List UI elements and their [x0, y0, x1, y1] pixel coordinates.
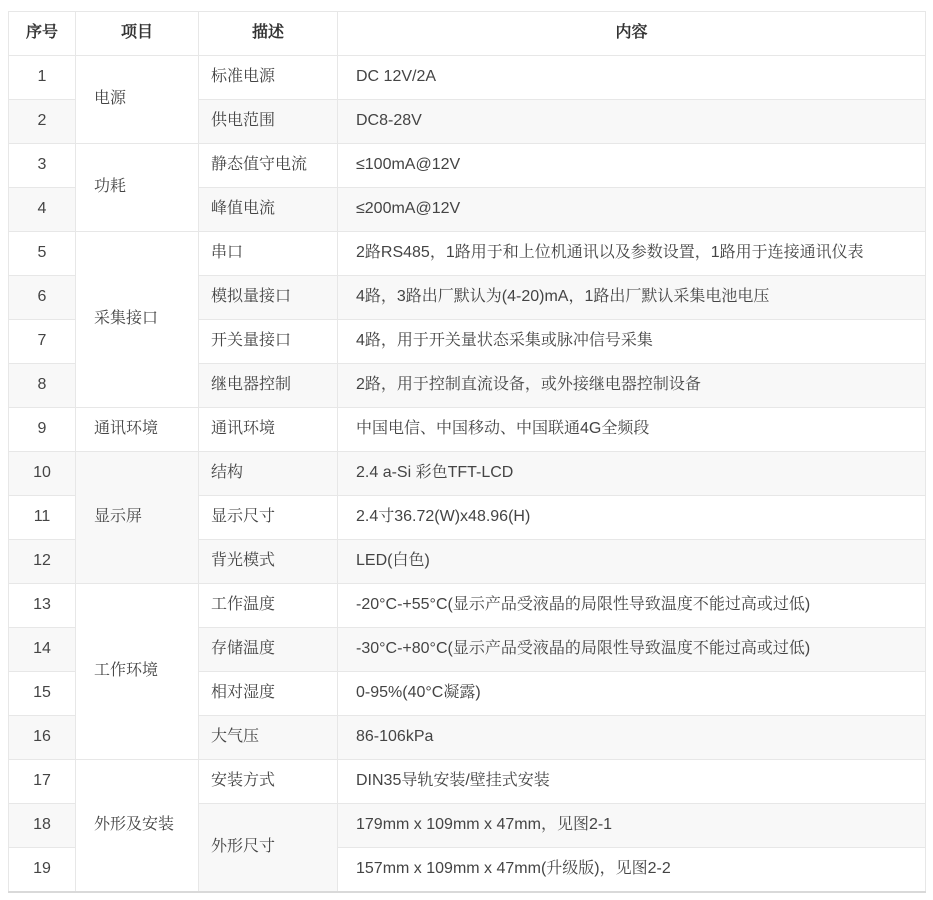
desc-cell: 通讯环境	[199, 408, 338, 452]
serial-cell: 7	[9, 320, 76, 364]
serial-cell: 6	[9, 276, 76, 320]
content-cell: 2路，用于控制直流设备，或外接继电器控制设备	[338, 364, 926, 408]
content-cell: ≤200mA@12V	[338, 188, 926, 232]
serial-cell: 14	[9, 628, 76, 672]
col-header-no: 序号	[9, 12, 76, 56]
table-row	[9, 760, 926, 804]
table-row	[9, 232, 926, 276]
item-cell: 工作环境	[76, 584, 199, 760]
content-cell: 2.4 a-Si 彩色TFT-LCD	[338, 452, 926, 496]
serial-cell: 3	[9, 144, 76, 188]
spec-table	[8, 11, 926, 893]
content-cell: 157mm x 109mm x 47mm(升级版)，见图2-2	[338, 848, 926, 892]
serial-cell: 19	[9, 848, 76, 892]
content-cell: 4路，3路出厂默认为(4-20)mA，1路出厂默认采集电池电压	[338, 276, 926, 320]
content-cell: 2.4寸36.72(W)x48.96(H)	[338, 496, 926, 540]
content-cell: DC 12V/2A	[338, 56, 926, 100]
col-header-content: 内容	[338, 12, 926, 56]
table-row	[9, 144, 926, 188]
desc-cell: 存储温度	[199, 628, 338, 672]
desc-cell: 供电范围	[199, 100, 338, 144]
serial-cell: 5	[9, 232, 76, 276]
desc-cell: 工作温度	[199, 584, 338, 628]
content-cell: 4路，用于开关量状态采集或脉冲信号采集	[338, 320, 926, 364]
content-cell: 2路RS485，1路用于和上位机通讯以及参数设置，1路用于连接通讯仪表	[338, 232, 926, 276]
desc-cell: 标准电源	[199, 56, 338, 100]
serial-cell: 18	[9, 804, 76, 848]
desc-cell: 继电器控制	[199, 364, 338, 408]
desc-cell: 背光模式	[199, 540, 338, 584]
desc-cell: 显示尺寸	[199, 496, 338, 540]
desc-cell: 结构	[199, 452, 338, 496]
content-cell: -30°C-+80°C(显示产品受液晶的局限性导致温度不能过高或过低)	[338, 628, 926, 672]
serial-cell: 9	[9, 408, 76, 452]
desc-cell: 大气压	[199, 716, 338, 760]
content-cell: 中国电信、中国移动、中国联通4G全频段	[338, 408, 926, 452]
item-cell: 电源	[76, 56, 199, 144]
content-cell: 0-95%(40°C凝露)	[338, 672, 926, 716]
table-row	[9, 408, 926, 452]
table-row	[9, 452, 926, 496]
table-row	[9, 56, 926, 100]
serial-cell: 2	[9, 100, 76, 144]
content-cell: 179mm x 109mm x 47mm，见图2-1	[338, 804, 926, 848]
item-cell: 通讯环境	[76, 408, 199, 452]
item-cell: 功耗	[76, 144, 199, 232]
desc-cell: 安装方式	[199, 760, 338, 804]
serial-cell: 17	[9, 760, 76, 804]
content-cell: DC8-28V	[338, 100, 926, 144]
desc-cell: 相对湿度	[199, 672, 338, 716]
col-header-desc: 描述	[199, 12, 338, 56]
serial-cell: 4	[9, 188, 76, 232]
desc-cell: 峰值电流	[199, 188, 338, 232]
content-cell: -20°C-+55°C(显示产品受液晶的局限性导致温度不能过高或过低)	[338, 584, 926, 628]
desc-cell: 串口	[199, 232, 338, 276]
desc-cell: 外形尺寸	[199, 804, 338, 892]
serial-cell: 15	[9, 672, 76, 716]
serial-cell: 11	[9, 496, 76, 540]
serial-cell: 1	[9, 56, 76, 100]
serial-cell: 16	[9, 716, 76, 760]
item-cell: 外形及安装	[76, 760, 199, 892]
content-cell: DIN35导轨安装/壁挂式安装	[338, 760, 926, 804]
desc-cell: 模拟量接口	[199, 276, 338, 320]
item-cell: 显示屏	[76, 452, 199, 584]
serial-cell: 10	[9, 452, 76, 496]
desc-cell: 开关量接口	[199, 320, 338, 364]
serial-cell: 13	[9, 584, 76, 628]
spec-table-body	[9, 56, 926, 892]
content-cell: LED(白色)	[338, 540, 926, 584]
desc-cell: 静态值守电流	[199, 144, 338, 188]
item-cell: 采集接口	[76, 232, 199, 408]
serial-cell: 12	[9, 540, 76, 584]
spec-table-header	[9, 12, 926, 56]
table-row	[9, 584, 926, 628]
content-cell: 86-106kPa	[338, 716, 926, 760]
header-row	[9, 12, 926, 56]
content-cell: ≤100mA@12V	[338, 144, 926, 188]
col-header-item: 项目	[76, 12, 199, 56]
serial-cell: 8	[9, 364, 76, 408]
